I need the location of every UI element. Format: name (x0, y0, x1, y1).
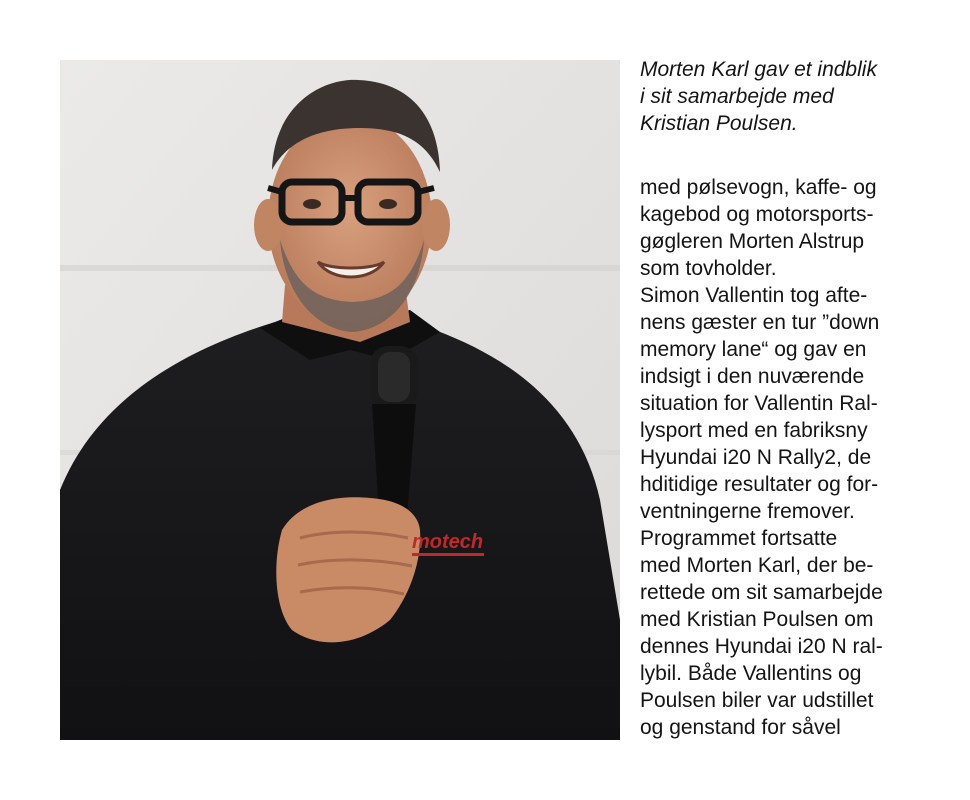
photo-illustration (60, 60, 620, 740)
photo-caption: Morten Karl gav et indblik i sit samarbejde med Kristian Poulsen. (640, 58, 877, 135)
article-body-text: med pølsevogn, kaffe- og kagebod og motorsports- gøgleren Morten Alstrup som tovholder. Simon Vallentin tog afte- nens gæster en tur ”down memory lane“ og gav en indsigt i den nuværende situation for Vallentin Ral- lysport med en fabriksny Hyundai i20 N Rally2, de hditidige resultater og for- ventningerne fremover. Programmet fortsatte med Morten Karl, der be- rettede om sit samarbejde med Kristian Poulsen om dennes Hyundai i20 N ral- lybil. Både Vallentins og Poulsen biler var udstillet og genstand for såvel (640, 176, 883, 739)
article-photo (60, 60, 620, 740)
shirt-logo: motech (412, 531, 484, 553)
